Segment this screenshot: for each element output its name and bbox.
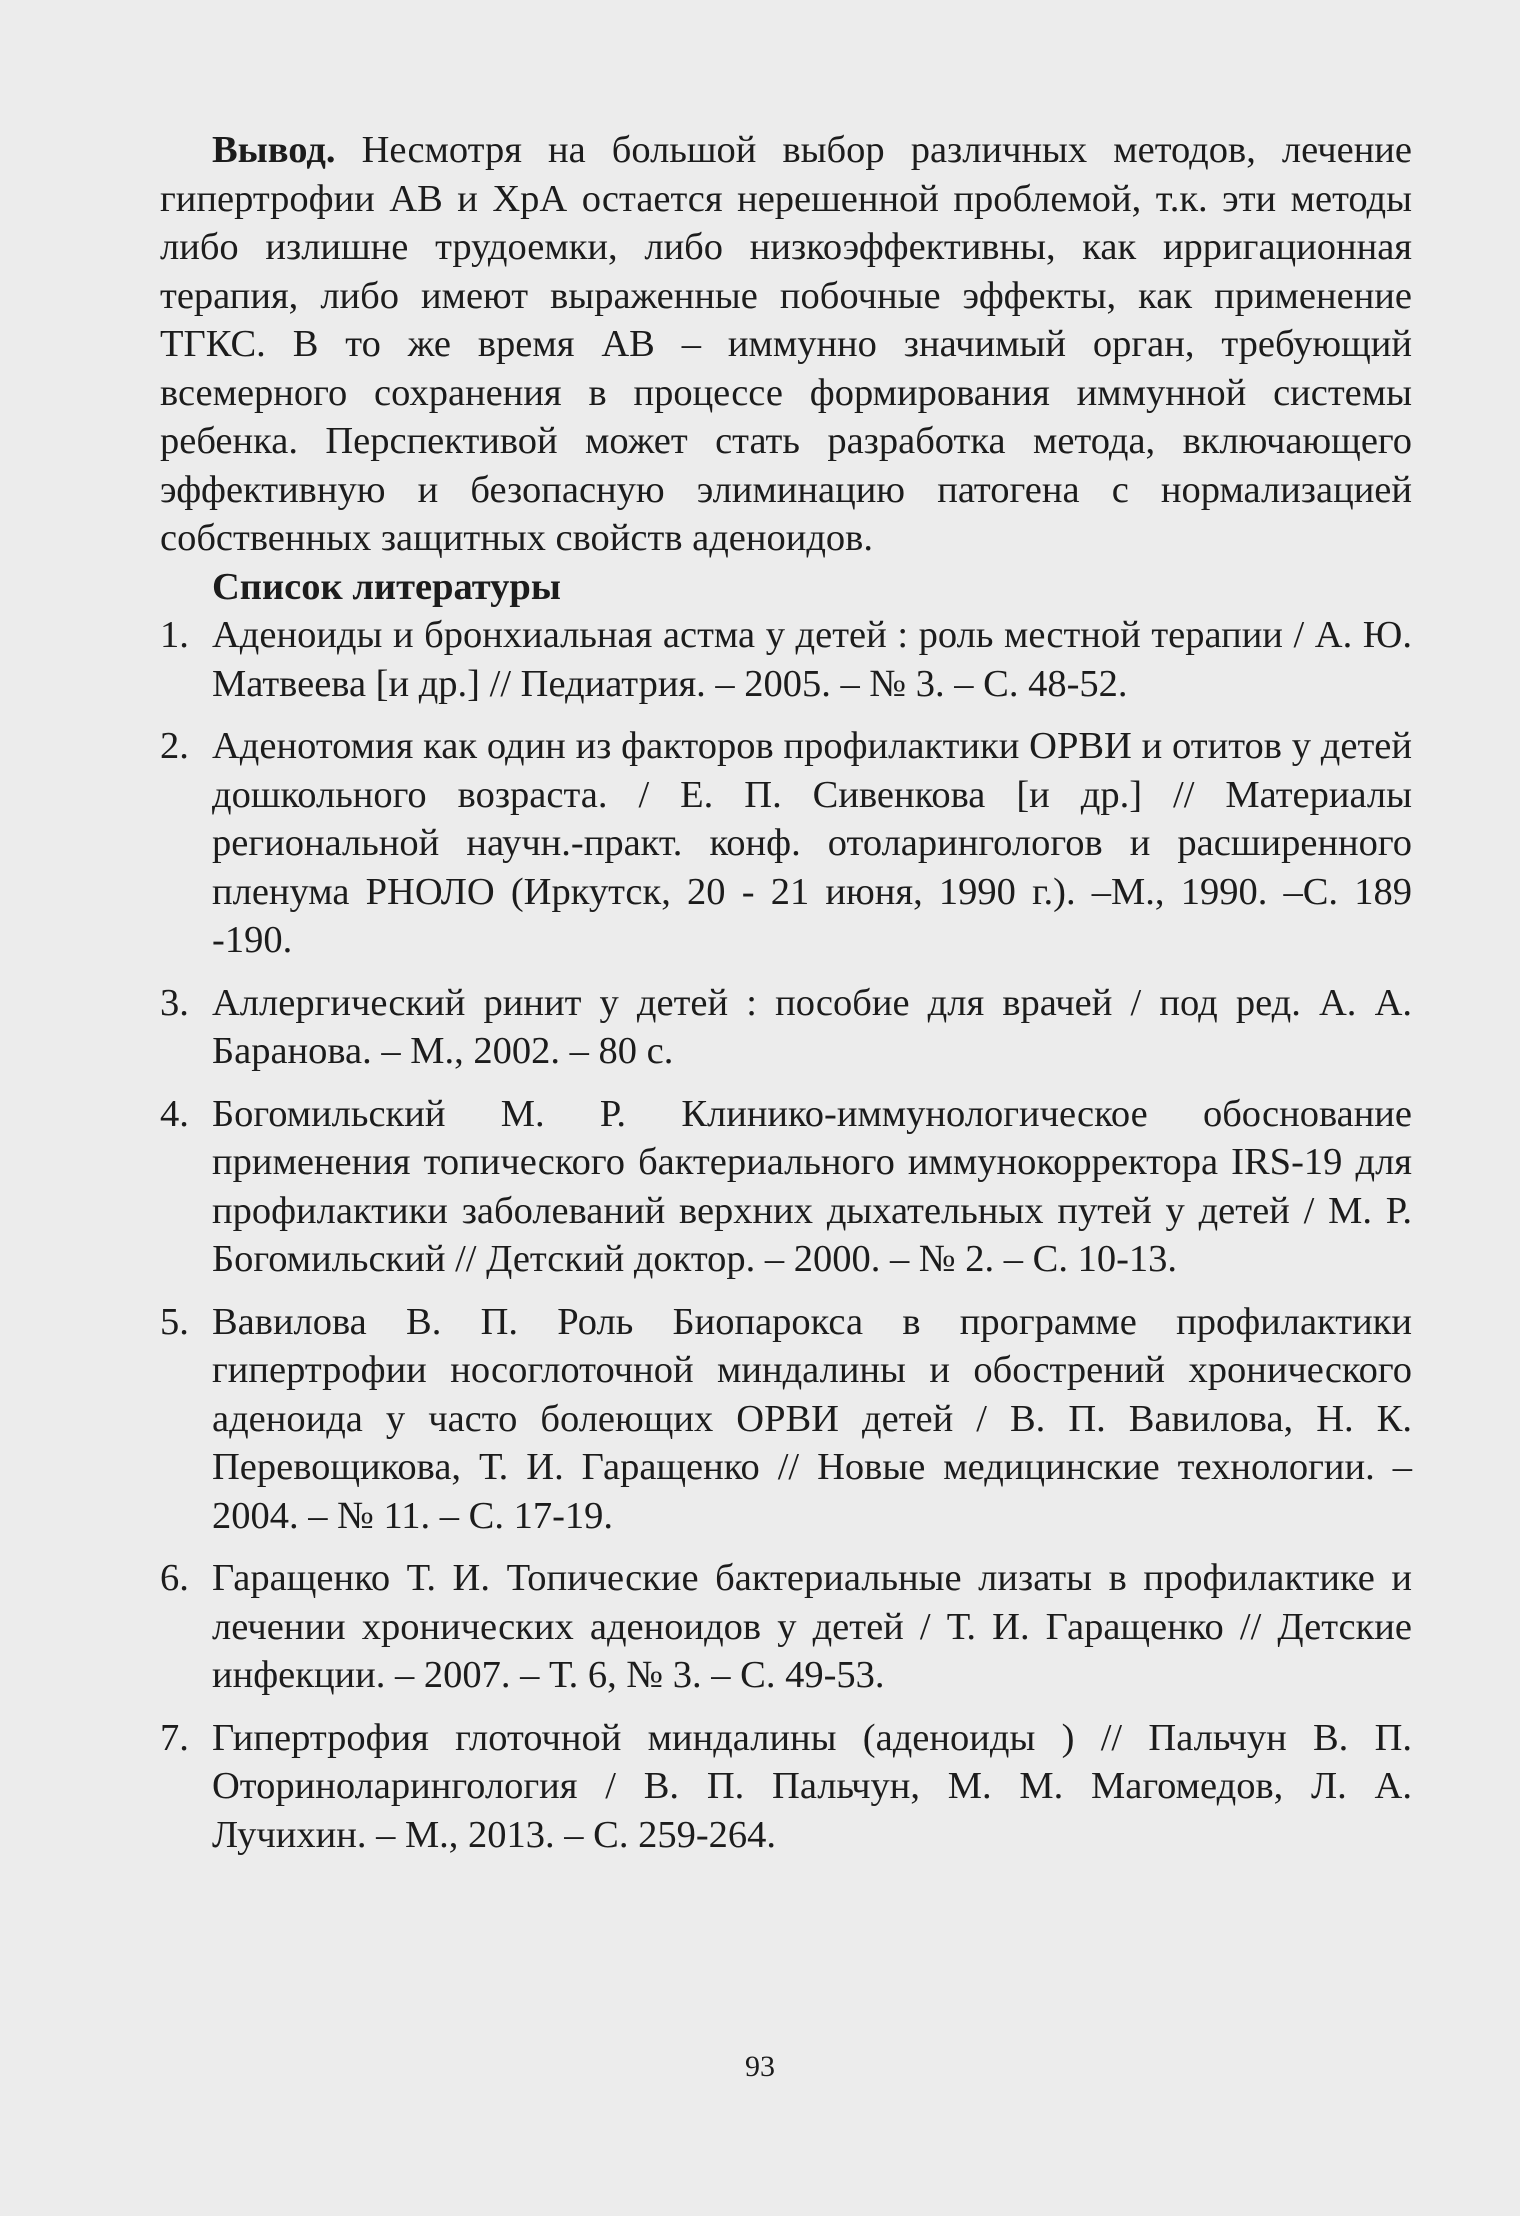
- reference-item: [160, 1714, 1412, 1860]
- reference-text: Богомильский М. Р. Клинико-иммунологическое обоснование применения топического бактериального иммунокорректора IRS-19 для профилактики заболеваний верхних дыхательных путей у детей / М. Р. Богомильский // Детский доктор. – 2000. – № 2. – С. 10-13.: [212, 1092, 1412, 1280]
- reference-text: Гаращенко Т. И. Топические бактериальные лизаты в профилактике и лечении хронических аденоидов у детей / Т. И. Гаращенко // Детские инфекции. – 2007. – Т. 6, № 3. – С. 49-53.: [212, 1557, 1412, 1696]
- reference-text: Гипертрофия глоточной миндалины (аденоиды ) // Пальчун В. П. Оториноларингология / В. П. Пальчун, М. М. Магомедов, Л. А. Лучихин. – М., 2013. – С. 259-264.: [212, 1716, 1412, 1856]
- reference-number: 7.: [160, 1716, 189, 1759]
- conclusion-lead: Вывод.: [212, 129, 336, 171]
- reference-number: 2.: [160, 725, 189, 767]
- reference-item: [160, 1554, 1412, 1700]
- reference-number: 1.: [160, 614, 189, 656]
- reference-number: 4.: [160, 1092, 189, 1135]
- conclusion-text: Несмотря на большой выбор различных методов, лечение гипертрофии АВ и ХрА остается нерешенной проблемой, т.к. эти методы либо излишне трудоемки, либо низкоэффективны, как ирригационная терапия, либо имеют выраженные побочные эффекты, как применение ТГКС. В то же время АВ – иммунно значимый орган, требующий всемерного сохранения в процессе формирования иммунной системы ребенка. Перспективой может стать разработка метода, включающего эффективную и безопасную элиминацию патогена с нормализацией собственных защитных свойств аденоидов.: [160, 129, 1412, 559]
- reference-number: 5.: [160, 1300, 189, 1343]
- page-number: 93: [745, 2050, 775, 2083]
- reference-text: Вавилова В. П. Роль Биопарокса в программе профилактики гипертрофии носоглоточной миндалины и обострений хронического аденоида у часто болеющих ОРВИ детей / В. П. Вавилова, Н. К. Перевощикова, Т. И. Гаращенко // Новые медицинские технологии. – 2004. – № 11. – С. 17-19.: [212, 1300, 1412, 1537]
- reference-item: [160, 1090, 1412, 1284]
- reference-item: [160, 1298, 1412, 1541]
- reference-item: [160, 611, 1412, 708]
- reference-text: Аденоиды и бронхиальная астма у детей : роль местной терапии / А. Ю. Матвеева [и др.] // Педиатрия. – 2005. – № 3. – С. 48-52.: [212, 614, 1412, 705]
- conclusion-paragraph: [160, 126, 1412, 563]
- reference-number: 3.: [160, 981, 189, 1024]
- reference-text: Аденотомия как один из факторов профилактики ОРВИ и отитов у детей дошкольного возраста. / Е. П. Сивенкова [и др.] // Материалы региональной научн.-практ. конф. отоларингологов и расширенного пленума РНОЛО (Иркутск, 20 - 21 июня, 1990 г.). –М., 1990. –С. 189 -190.: [212, 725, 1412, 961]
- references-list: [160, 611, 1412, 1859]
- reference-item: [160, 722, 1412, 965]
- reference-text: Аллергический ринит у детей : пособие для врачей / под ред. А. А. Баранова. – М., 2002. – 80 с.: [212, 981, 1412, 1072]
- reference-number: 6.: [160, 1557, 189, 1599]
- page-content: [160, 126, 1412, 1873]
- references-title: Список литературы: [212, 565, 561, 608]
- reference-item: [160, 979, 1412, 1076]
